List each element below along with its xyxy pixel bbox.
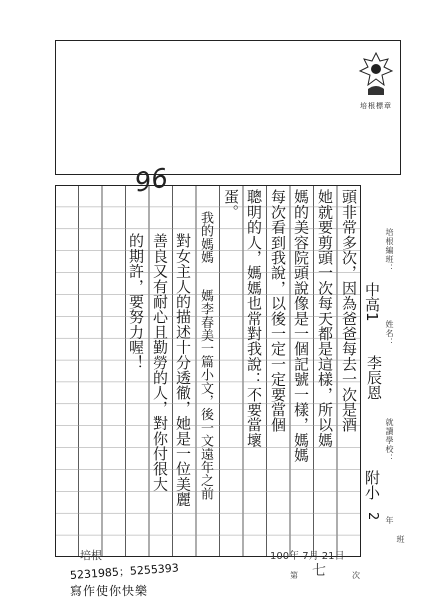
school-label: 就讀學校： <box>385 418 394 463</box>
essay-column-3: 媽的美容院頭說像是一個記號一樣，媽媽 <box>292 189 310 463</box>
essay-column-11: 的期許，要努力喔！ <box>127 233 145 370</box>
essay-column-5: 聰明的人，媽媽也常對我說：不要當壞 <box>245 189 263 448</box>
class-label: 培根編班： <box>385 228 394 273</box>
grade-mark: 96 <box>132 163 171 199</box>
essay-column-2: 她就要剪頭一次每天都是這樣，所以媽 <box>316 189 334 448</box>
essay-column-1: 頭非常多次，因為爸爸每去一次是酒 <box>340 189 358 433</box>
writing-grid <box>55 185 361 557</box>
essay-column-7: 我的媽媽 <box>198 211 213 264</box>
signature: 培根 <box>80 549 102 562</box>
phone-number: 5231985；5255393 <box>69 561 180 582</box>
essay-column-8: 媽李春美一篇小文，後一文遠年之前 <box>198 289 213 501</box>
slogan: 寫作使你快樂 <box>70 584 149 598</box>
class-no-label: 班 <box>396 535 405 544</box>
grade-label: 年 <box>385 516 394 525</box>
essay-column-6: 蛋。 <box>222 189 240 220</box>
school-value: 附小 <box>363 470 381 500</box>
essay-column-4: 每次看到我說，以後一定一定要當個 <box>269 189 287 433</box>
page-label: 第 <box>290 571 298 580</box>
grade-value: 2 <box>365 512 380 521</box>
date: 100年 7月 21日 <box>270 551 345 562</box>
teacher-comment-box <box>55 40 401 175</box>
logo-caption: 培根標章 <box>360 102 392 110</box>
page-suffix: 次 <box>352 571 360 580</box>
name-value: 李辰恩 <box>365 355 383 400</box>
essay-column-9: 對女主人的描述十分透徹，她是一位美麗 <box>174 233 192 507</box>
essay-column-10: 善良又有耐心且勤勞的人，對你付很大 <box>151 233 169 492</box>
class-value: 中高1 <box>363 282 381 322</box>
name-label: 姓名： <box>385 320 394 347</box>
bacon-mascot-icon <box>356 49 396 99</box>
page-number: 七 <box>312 563 326 579</box>
